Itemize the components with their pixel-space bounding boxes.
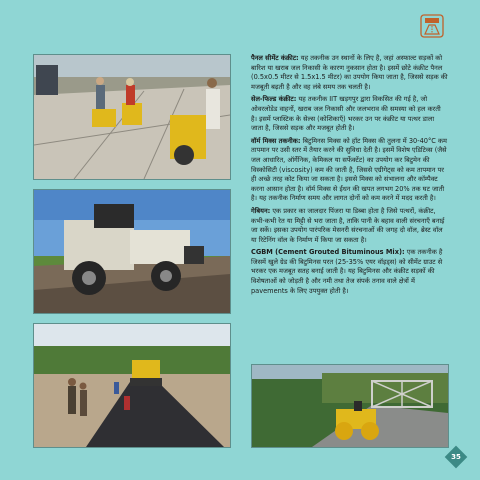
paragraph-cgbm — [251, 248, 448, 296]
paragraph-body: एक तकनीक है जिसमें खुले ग्रेड की बिटुमिनस परत (25-35% एयर वॉइड्स) को सीमेंट ग्राउट से भरकर एक मजबूत सतह बनाई जाती है। यह बिटुमिनस और कंक्रीट सड़कों की विशेषताओं को जोड़ती है और नमी तथा तेज संपर्क तनाव वाले क्षेत्रों में pavements के लिए उपयुक्त होती है। — [251, 248, 443, 295]
term-heading: वॉर्म मिक्स तकनीक: — [251, 136, 301, 145]
paragraph-gabion — [251, 207, 448, 245]
paragraph-body: यह तकनीक IIT खड़गपुर द्वारा विकसित की गई है, जो ओवरलोडेड वाहनों, खराब जल निकासी और जलभराव की समस्या को हल करती है। इसमें प्लास्टिक के सेल्स (कोशिकाएँ) भरकर उन पर कंक्रीट या पत्थर डाला जाता है, जिससे सड़क और मजबूत होती है। — [251, 95, 441, 133]
paragraph-panel-cement-concrete — [251, 54, 448, 92]
photo-road-recycler — [33, 189, 231, 314]
term-heading: सेल-फिल्ड कंक्रीट: — [251, 95, 297, 104]
page-number: 35 — [451, 453, 461, 461]
paragraph-cell-filled-concrete — [251, 95, 448, 133]
term-heading: गेबियन: — [251, 206, 271, 215]
paragraph-warm-mix — [251, 137, 448, 204]
term-heading: CGBM (Cement Grouted Bituminous Mix): — [251, 248, 405, 257]
body-text — [251, 54, 448, 299]
paragraph-body: बिटुमिनस मिक्स को हॉट मिक्स की तुलना में 30-40°C कम तापमान पर उसी स्तर में तैयार करने की सुविधा देती है। इसमें विशेष एडिटिव्स (जैसे जल आधारित, ऑर्गेनिक, केमिकल या सर्फेक्टेंट) का उपयोग कर बिटुमेन की विस्कोसिटी (viscosity) कम की जाती है, जिससे एग्रीगेट्स को कम तापमान पर ही अच्छे तरह कोट किया जा सकता है। इससे मिक्स को संभालना और कॉम्पैक्ट करना आसान होता है। वॉर्म मिक्स से ईंधन की खपत लगभग 20% तक घट जाती है। यह तकनीक निर्माण समय और लागत दोनों को कम करने में मदद करती है। — [251, 136, 447, 203]
photo-panel-concrete-cutting — [33, 54, 231, 180]
scheme-logo-icon — [420, 14, 444, 38]
scheme-logo — [420, 14, 444, 38]
term-heading: पैनल सीमेंट कंक्रीट: — [251, 54, 299, 62]
photo-bridge-roller — [251, 364, 449, 448]
paragraph-body: एक प्रकार का जालदार पिंजरा या डिब्बा होता है जिसे पत्थरों, कंक्रीट, कभी-कभी रेत या मिट्टी से भरा जाता है, ताकि पानी के बहाव वाली संरचनाएँ बनाई जा सकें। इसका उपयोग पारंपरिक मेसनरी संरचनाओं की जगह दो वॉल, ब्रेस्ट वॉल या रिटेनिंग वॉल के निर्माण में किया जा सकता है। — [251, 206, 445, 244]
paragraph-body: यह तकनीक उन स्थानों के लिए है, जहां अस्फाल्ट सड़कों को बारिश या खराब जल निकासी के कारण नुकसान होता है। इसमें छोटे कंक्रीट पैनल (0.5x0.5 मीटर से 1.5x1.5 मीटर) का उपयोग किया जाता है, जिससे सड़क की मजबूती बढ़ती है और वह लंबे समय तक चलती है। — [251, 54, 448, 91]
photo-asphalt-paving — [33, 323, 231, 448]
